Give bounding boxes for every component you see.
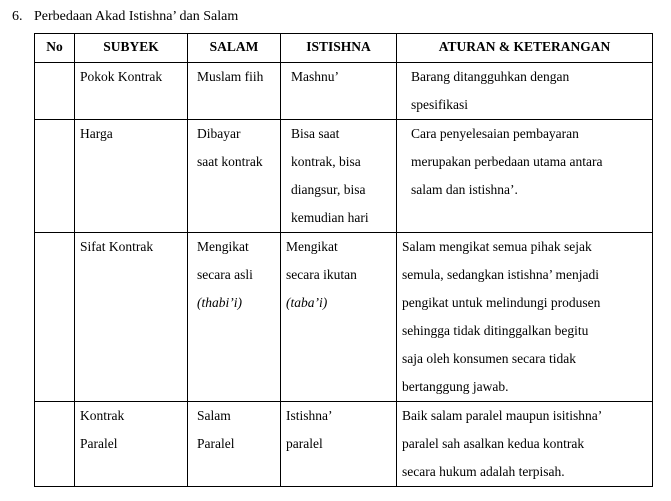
- cell-subyek: [75, 63, 188, 120]
- cell-line: bertanggung jawab.: [402, 379, 509, 394]
- section-heading: [12, 7, 238, 27]
- cell-line: merupakan perbedaan utama antara: [411, 154, 603, 169]
- cell-line: Harga: [80, 126, 113, 141]
- table-row: [35, 402, 653, 487]
- header-aturan: ATURAN & KETERANGAN: [397, 34, 653, 63]
- cell-aturan: [397, 402, 653, 487]
- section-title: Perbedaan Akad Istishna’ dan Salam: [34, 9, 239, 24]
- header-istishna: ISTISHNA: [281, 34, 397, 63]
- cell-line: spesifikasi: [411, 97, 468, 112]
- cell-aturan: [397, 233, 653, 402]
- cell-line: secara hukum adalah terpisah.: [402, 464, 565, 479]
- cell-no: [35, 63, 75, 120]
- cell-subyek: [75, 233, 188, 402]
- cell-line: secara asli: [197, 267, 253, 282]
- cell-subyek: [75, 402, 188, 487]
- comparison-table: [34, 33, 653, 487]
- cell-no: [35, 402, 75, 487]
- cell-line: Pokok Kontrak: [80, 69, 163, 84]
- cell-salam: [188, 402, 281, 487]
- cell-line: Mashnu’: [291, 69, 339, 84]
- cell-line: Paralel: [80, 436, 118, 451]
- cell-line: (taba’i): [286, 295, 328, 310]
- header-no: No: [35, 34, 75, 63]
- cell-line: Salam: [197, 408, 231, 423]
- cell-line: Mengikat: [286, 239, 338, 254]
- cell-line: Istishna’: [286, 408, 333, 423]
- cell-salam: [188, 233, 281, 402]
- cell-line: semula, sedangkan istishna’ menjadi: [402, 267, 599, 282]
- cell-line: salam dan istishna’.: [411, 182, 518, 197]
- table-row: [35, 63, 653, 120]
- cell-line: Mengikat: [197, 239, 249, 254]
- cell-line: kemudian hari: [291, 210, 369, 225]
- cell-line: Cara penyelesaian pembayaran: [411, 126, 579, 141]
- cell-line: Bisa saat: [291, 126, 340, 141]
- cell-line: diangsur, bisa: [291, 182, 366, 197]
- header-subyek: SUBYEK: [75, 34, 188, 63]
- cell-istishna: [281, 63, 397, 120]
- table-row: [35, 233, 653, 402]
- cell-line: Muslam fiih: [197, 69, 264, 84]
- section-number: 6.: [12, 9, 23, 24]
- cell-line: saja oleh konsumen secara tidak: [402, 351, 576, 366]
- cell-istishna: [281, 120, 397, 233]
- cell-line: kontrak, bisa: [291, 154, 361, 169]
- header-salam: SALAM: [188, 34, 281, 63]
- cell-line: (thabi’i): [197, 295, 242, 310]
- cell-istishna: [281, 402, 397, 487]
- cell-line: Kontrak: [80, 408, 125, 423]
- cell-salam: [188, 63, 281, 120]
- cell-line: Paralel: [197, 436, 235, 451]
- cell-line: Salam mengikat semua pihak sejak: [402, 239, 592, 254]
- cell-subyek: [75, 120, 188, 233]
- cell-line: saat kontrak: [197, 154, 263, 169]
- cell-salam: [188, 120, 281, 233]
- cell-line: paralel sah asalkan kedua kontrak: [402, 436, 585, 451]
- cell-line: Baik salam paralel maupun isitishna’: [402, 408, 603, 423]
- cell-line: Dibayar: [197, 126, 241, 141]
- cell-aturan: [397, 120, 653, 233]
- cell-line: secara ikutan: [286, 267, 357, 282]
- cell-istishna: [281, 233, 397, 402]
- cell-line: paralel: [286, 436, 323, 451]
- table-row: [35, 120, 653, 233]
- table-header-row: [35, 34, 653, 63]
- cell-no: [35, 120, 75, 233]
- cell-line: sehingga tidak ditinggalkan begitu: [402, 323, 589, 338]
- cell-no: [35, 233, 75, 402]
- cell-line: pengikat untuk melindungi produsen: [402, 295, 601, 310]
- cell-line: Sifat Kontrak: [80, 239, 154, 254]
- cell-aturan: [397, 63, 653, 120]
- cell-line: Barang ditangguhkan dengan: [411, 69, 570, 84]
